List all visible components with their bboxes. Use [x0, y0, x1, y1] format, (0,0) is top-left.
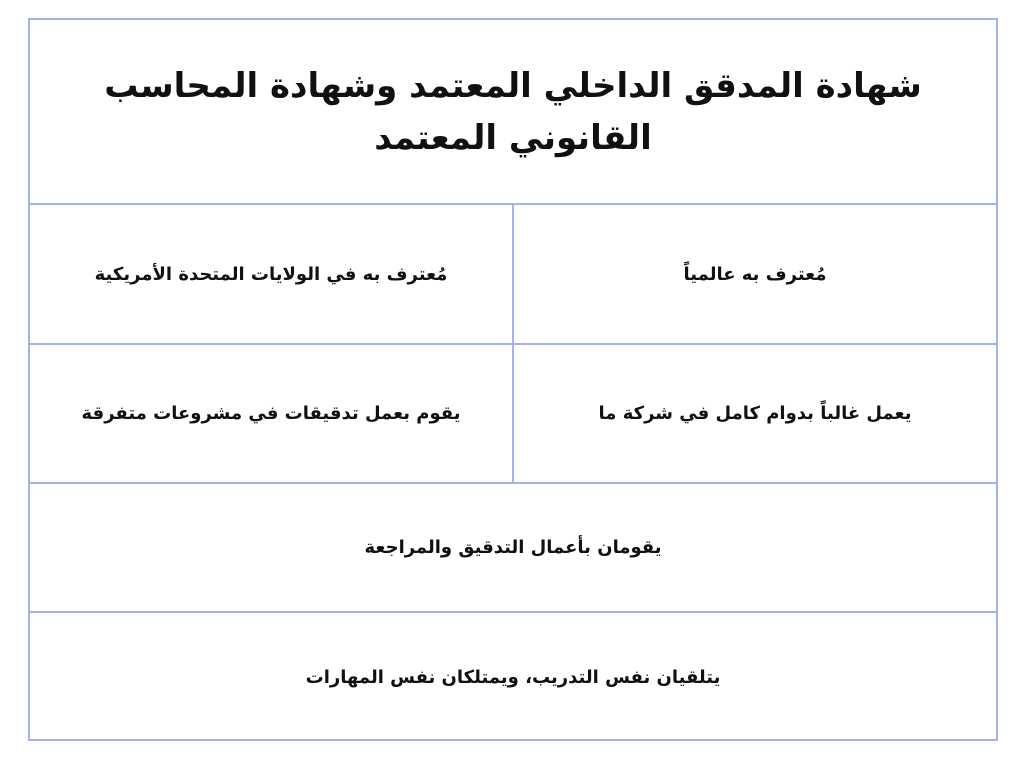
cell-cpa-recognition: مُعترف به في الولايات المتحدة الأمريكية	[30, 205, 514, 343]
comparison-table	[28, 18, 998, 741]
title-row	[30, 20, 996, 203]
cell-cia-recognition: مُعترف به عالمياً	[683, 263, 827, 285]
table-row	[30, 203, 996, 343]
cell-shared-training: يتلقيان نفس التدريب، ويمتلكان نفس المهارات	[305, 666, 721, 688]
table-title: شهادة المدقق الداخلي المعتمد وشهادة المحاسب القانوني المعتمد	[104, 65, 922, 158]
cell-cpa-employment: يقوم بعمل تدقيقات في مشروعات متفرقة	[30, 345, 514, 482]
cell-shared-audit-work: يقومان بأعمال التدقيق والمراجعة	[364, 537, 662, 558]
cell-cia-employment: يعمل غالباً بدوام كامل في شركة ما	[598, 403, 912, 424]
table-row	[30, 482, 996, 611]
table-row	[30, 343, 996, 482]
table-row	[30, 611, 996, 741]
